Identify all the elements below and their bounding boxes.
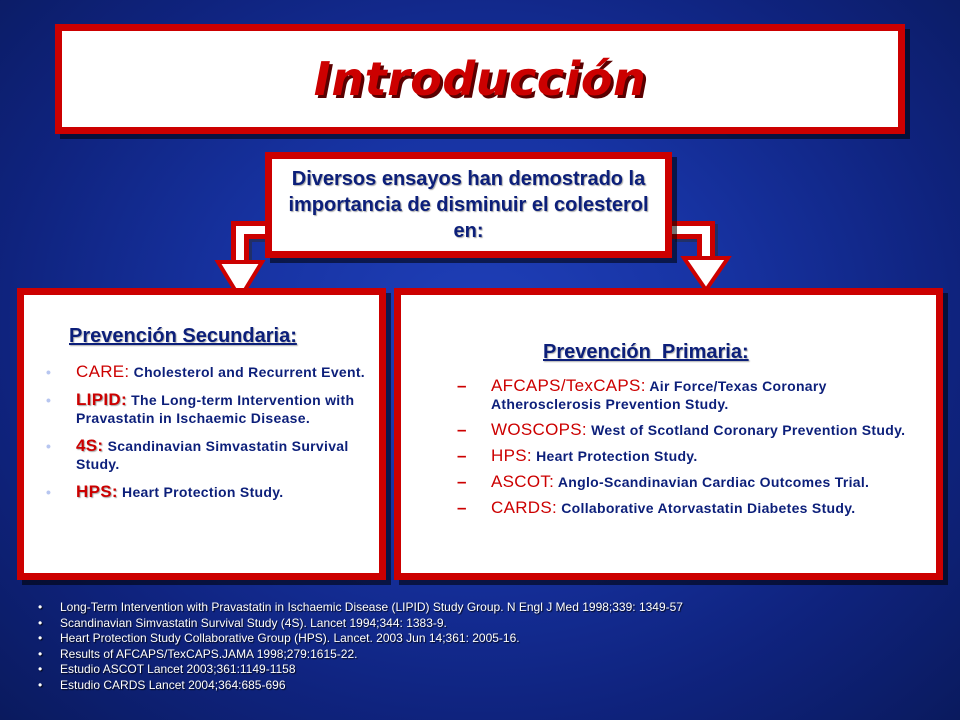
study-desc: Collaborative Atorvastatin Diabetes Study. <box>561 500 856 516</box>
reference-item: • Results of AFCAPS/TexCAPS.JAMA 1998;279:1615-22. <box>38 646 358 661</box>
bullet-icon: • <box>38 662 43 676</box>
slide-title: Introducción <box>313 52 647 106</box>
bullet-icon: • <box>46 392 52 408</box>
study-desc: Cholesterol and Recurrent Event. <box>133 364 365 380</box>
bullet-icon: • <box>38 615 43 630</box>
intro-text: Diversos ensayos han demostrado la importancia de disminuir el colesterol en: <box>288 168 649 242</box>
bullet-icon: • <box>46 438 52 454</box>
dash-icon: – <box>457 498 467 517</box>
title-box <box>55 24 905 134</box>
dash-icon: – <box>457 446 467 465</box>
study-desc: West of Scotland Coronary Prevention Study. <box>591 422 906 438</box>
list-item <box>457 377 937 413</box>
dash-icon: – <box>457 472 467 491</box>
list-item <box>36 363 381 381</box>
reference-item: • Heart Protection Study Collaborative Group (HPS). Lancet. 2003 Jun 14;361: 2005-16. <box>38 631 520 645</box>
reference-item: • Estudio CARDS Lancet 2004;364:685-696 <box>38 677 286 692</box>
bullet-icon: • <box>38 631 43 645</box>
bullet-icon: • <box>46 364 52 380</box>
bullet-icon: • <box>38 600 43 614</box>
list-item <box>457 499 937 517</box>
study-desc: Heart Protection Study. <box>536 448 698 464</box>
reference-item: • Estudio ASCOT Lancet 2003;361:1149-1158 <box>38 662 296 676</box>
study-abbr: HPS: <box>76 482 118 501</box>
list-item <box>457 421 937 439</box>
list-item <box>36 437 381 473</box>
study-abbr: WOSCOPS: <box>491 420 587 439</box>
primary-prevention-heading: Prevención Primaria: <box>543 341 749 363</box>
study-abbr: LIPID: <box>76 390 127 409</box>
study-abbr: AFCAPS/TexCAPS: <box>491 376 646 395</box>
references-list <box>38 600 683 693</box>
study-desc: Scandinavian Simvastatin Survival Study. <box>76 438 349 472</box>
bullet-icon: • <box>38 677 43 692</box>
right-arrowhead <box>684 258 728 290</box>
list-item <box>36 483 381 501</box>
study-abbr: ASCOT: <box>491 472 555 491</box>
intro-box <box>265 152 672 258</box>
primary-prevention-box <box>394 288 943 580</box>
reference-item: • Scandinavian Simvastatin Survival Study (4S). Lancet 1994;344: 1383-9. <box>38 615 447 630</box>
study-desc: Anglo-Scandinavian Cardiac Outcomes Trial. <box>557 474 870 490</box>
study-abbr: CARE: <box>76 362 130 381</box>
primary-prevention-list <box>457 377 937 525</box>
secondary-prevention-box <box>17 288 386 580</box>
study-desc: The Long-term Intervention with Pravastatin in Ischaemic Disease. <box>76 392 355 426</box>
study-abbr: 4S: <box>76 436 104 455</box>
list-item <box>457 447 937 465</box>
list-item <box>457 473 937 491</box>
bullet-icon: • <box>46 484 52 500</box>
list-item <box>36 391 381 427</box>
reference-item: • Long-Term Intervention with Pravastatin in Ischaemic Disease (LIPID) Study Group. N Engl J Med 1998;339: 1349-57 <box>38 600 683 614</box>
dash-icon: – <box>457 420 467 439</box>
bullet-icon: • <box>38 646 43 661</box>
secondary-prevention-heading: Prevención Secundaria: <box>69 325 297 347</box>
study-desc: Heart Protection Study. <box>122 484 284 500</box>
study-abbr: CARDS: <box>491 498 558 517</box>
dash-icon: – <box>457 376 467 395</box>
study-abbr: HPS: <box>491 446 532 465</box>
secondary-prevention-list <box>36 363 381 511</box>
study-desc: Air Force/Texas Coronary Atherosclerosis Prevention Study. <box>491 378 827 412</box>
